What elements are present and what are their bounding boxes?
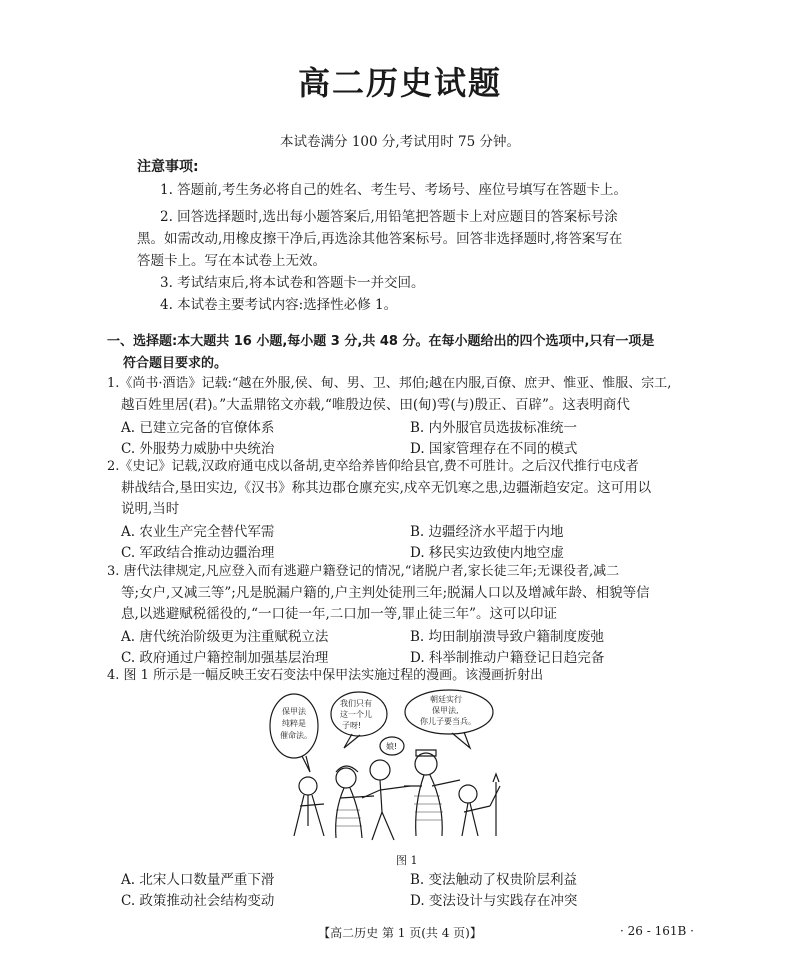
question-4-option-c[interactable]: C. 政策推动社会结构变动	[121, 893, 275, 909]
exam-info: 本试卷满分 100 分,考试用时 75 分钟。	[280, 134, 520, 150]
question-1-option-d[interactable]: D. 国家管理存在不同的模式	[410, 441, 578, 457]
bubble-left-text-1: 保甲法	[282, 707, 306, 716]
question-2-option-d[interactable]: D. 移民实边致使内地空虚	[410, 545, 564, 561]
question-1-stem: 1.《尚书·酒诰》记载:“越在外服,侯、甸、男、卫、邦伯;越在内服,百僚、庶尹、惟亚、惟服、宗工,	[107, 376, 672, 391]
question-3-stem: 3. 唐代法律规定,凡应登入而有逃避户籍登记的情况,“诸脱户者,家长徒三年;无课役者,减二	[107, 564, 620, 579]
bubble-right-text-3: 你儿子要当兵。	[420, 717, 476, 726]
question-3-option-b[interactable]: B. 均田制崩溃导致户籍制度废弛	[410, 629, 605, 645]
question-1-stem: 越百姓里居(君)。”大盂鼎铭文亦载,“唯殷边侯、田(甸)雩(与)殷正、百辟”。这表明商代	[121, 397, 630, 413]
bubble-middle-text-1: 我们只有	[340, 699, 372, 708]
section-heading-cont: 符合题目要求的。	[123, 356, 228, 371]
notice-item: 4. 本试卷主要考试内容:选择性必修 1。	[160, 297, 398, 313]
bubble-middle-text-2: 这一个儿	[340, 710, 372, 719]
bubble-left-text-3: 催命法。	[280, 731, 312, 740]
question-3-option-a[interactable]: A. 唐代统治阶级更为注重赋税立法	[121, 629, 329, 645]
notice-heading: 注意事项:	[137, 159, 199, 175]
page-title: 高二历史试题	[297, 64, 502, 102]
bubble-middle-text-3: 子呀!	[342, 721, 362, 730]
question-2-stem: 耕战结合,垦田实边,《汉书》称其边郡仓廪充实,戍卒无饥寒之患,边疆渐趋安定。这可用以	[121, 480, 652, 496]
section-heading: 一、选择题:本大题共 16 小题,每小题 3 分,共 48 分。在每小题给出的四个选项中,只有一项是	[107, 334, 655, 349]
question-1-option-c[interactable]: C. 外服势力威胁中央统治	[121, 441, 275, 457]
question-3-option-c[interactable]: C. 政府通过户籍控制加强基层治理	[121, 650, 329, 666]
question-2-option-c[interactable]: C. 军政结合推动边疆治理	[121, 545, 275, 561]
bubble-small-text: 娘!	[386, 742, 398, 751]
notice-item: 黑。如需改动,用橡皮擦干净后,再选涂其他答案标号。回答非选择题时,将答案写在	[137, 231, 623, 247]
question-4-stem: 4. 图 1 所示是一幅反映王安石变法中保甲法实施过程的漫画。该漫画折射出	[107, 668, 544, 683]
question-4-option-b[interactable]: B. 变法触动了权贵阶层利益	[410, 872, 578, 888]
notice-item: 2. 回答选择题时,选出每小题答案后,用铅笔把答题卡上对应题目的答案标号涂	[160, 209, 618, 225]
baojia-cartoon	[264, 686, 510, 844]
question-2-option-a[interactable]: A. 农业生产完全替代军需	[121, 524, 275, 540]
notice-item: 答题卡上。写在本试卷上无效。	[137, 253, 326, 269]
question-2-option-b[interactable]: B. 边疆经济水平超于内地	[410, 524, 564, 540]
bubble-right-text-1: 朝廷实行	[430, 695, 462, 704]
question-1-option-b[interactable]: B. 内外服官员选拔标准统一	[410, 420, 578, 436]
question-3-stem: 息,以逃避赋税徭役的,“一口徒一年,二口加一等,罪止徒三年”。这可以印证	[121, 606, 557, 622]
question-2-stem: 说明,当时	[121, 501, 180, 517]
notice-item: 1. 答题前,考生务必将自己的姓名、考生号、考场号、座位号填写在答题卡上。	[160, 182, 627, 198]
question-1-option-a[interactable]: A. 已建立完备的官僚体系	[121, 420, 275, 436]
page-footer: 【高二历史 第 1 页(共 4 页)】	[318, 926, 482, 940]
question-2-stem: 2.《史记》记载,汉政府通屯戍以备胡,吏卒给养皆仰给县官,费不可胜计。之后汉代推行屯戍者	[107, 459, 639, 474]
question-3-stem: 等;女户,又减三等”;凡是脱漏户籍的,户主判处徒刑三年;脱漏人口以及增减年龄、相貌等信	[121, 585, 650, 601]
question-4-option-a[interactable]: A. 北宋人口数量严重下滑	[121, 872, 275, 888]
question-3-option-d[interactable]: D. 科举制推动户籍登记日趋完备	[410, 650, 605, 666]
bubble-right-text-2: 保甲法,	[432, 706, 459, 715]
notice-item: 3. 考试结束后,将本试卷和答题卡一并交回。	[160, 275, 425, 291]
paper-code: · 26 - 161B ·	[620, 924, 694, 938]
figure-caption: 图 1	[396, 854, 418, 867]
question-4-option-d[interactable]: D. 变法设计与实践存在冲突	[410, 893, 578, 909]
bubble-left-text-2: 纯粹是	[282, 719, 306, 728]
